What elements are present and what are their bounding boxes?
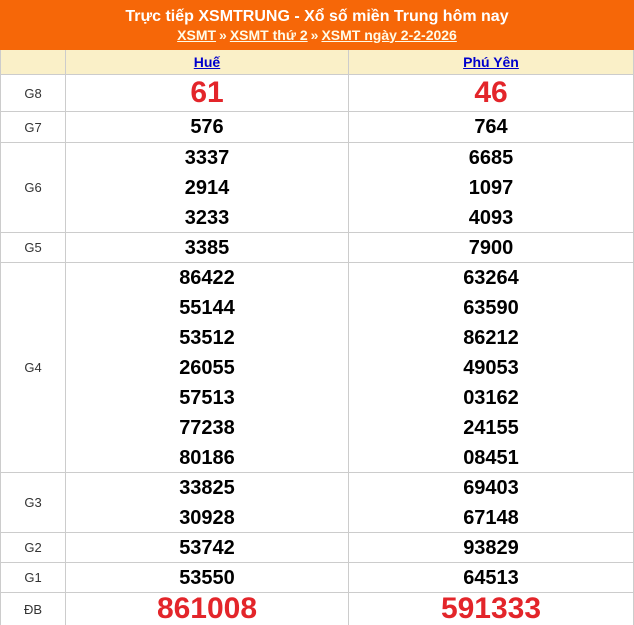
phuyen-column-header-cell — [349, 50, 633, 74]
prize-label: G6 — [1, 143, 66, 232]
result-number: 6685 — [468, 146, 514, 169]
breadcrumb-link-xsmt-ngay[interactable]: XSMT ngày 2-2-2026 — [321, 26, 457, 43]
hue-results-cell — [66, 533, 349, 562]
row-g1 — [1, 562, 633, 592]
lottery-results-table — [0, 50, 634, 625]
hue-results-cell — [66, 473, 349, 532]
phuyen-results-cell — [349, 143, 633, 232]
result-number: 24155 — [463, 416, 519, 439]
result-number: 63590 — [463, 296, 519, 319]
breadcrumb-link-xsmt-thu-2[interactable]: XSMT thứ 2 — [229, 26, 308, 43]
prize-label: G8 — [1, 75, 66, 111]
result-number: 67148 — [463, 506, 519, 529]
row-db — [1, 592, 633, 625]
prize-label: G2 — [1, 533, 66, 562]
breadcrumb-separator: » — [219, 26, 227, 43]
column-link-hue[interactable]: Huế — [193, 54, 221, 70]
result-number: 53742 — [179, 536, 235, 559]
hue-results-cell — [66, 263, 349, 472]
result-number: 53512 — [179, 326, 235, 349]
jackpot-number: 591333 — [440, 592, 542, 625]
hue-results-cell — [66, 233, 349, 262]
row-g6 — [1, 142, 633, 232]
phuyen-results-cell — [349, 112, 633, 142]
prize-label: G7 — [1, 112, 66, 142]
result-number: 64513 — [463, 566, 519, 589]
result-number-highlight: 61 — [190, 76, 224, 109]
result-number: 576 — [190, 116, 224, 138]
result-number: 33825 — [179, 476, 235, 499]
result-number: 3233 — [184, 206, 230, 229]
hue-results-cell — [66, 75, 349, 111]
result-number: 86212 — [463, 326, 519, 349]
result-number: 764 — [474, 116, 508, 138]
hue-results-cell — [66, 143, 349, 232]
phuyen-results-cell — [349, 563, 633, 592]
result-number: 69403 — [463, 476, 519, 499]
breadcrumb-link-xsmt[interactable]: XSMT — [177, 26, 217, 43]
result-number: 26055 — [179, 356, 235, 379]
result-number: 63264 — [463, 266, 519, 289]
row-g2 — [1, 532, 633, 562]
breadcrumb — [0, 27, 634, 43]
prize-label: G4 — [1, 263, 66, 472]
result-number: 4093 — [468, 206, 514, 229]
result-number: 93829 — [463, 536, 519, 559]
phuyen-results-cell — [349, 233, 633, 262]
phuyen-results-cell — [349, 533, 633, 562]
hue-results-cell — [66, 593, 349, 625]
result-number: 30928 — [179, 506, 235, 529]
result-number: 2914 — [184, 176, 230, 199]
row-g7 — [1, 111, 633, 142]
phuyen-results-cell — [349, 593, 633, 625]
row-g8 — [1, 74, 633, 111]
row-g3 — [1, 472, 633, 532]
result-number: 57513 — [179, 386, 235, 409]
column-link-phuyen[interactable]: Phú Yên — [463, 54, 519, 70]
result-number: 80186 — [179, 446, 235, 469]
result-number: 49053 — [463, 356, 519, 379]
phuyen-results-cell — [349, 263, 633, 472]
result-number: 3337 — [184, 146, 230, 169]
row-g4 — [1, 262, 633, 472]
hue-results-cell — [66, 112, 349, 142]
phuyen-results-cell — [349, 473, 633, 532]
table-header-row — [1, 50, 633, 74]
prize-label: ĐB — [1, 593, 66, 625]
result-number: 77238 — [179, 416, 235, 439]
result-number: 1097 — [468, 176, 514, 199]
prize-column-header-cell — [1, 50, 66, 74]
result-number: 03162 — [463, 386, 519, 409]
result-number: 7900 — [468, 236, 514, 259]
prize-label: G1 — [1, 563, 66, 592]
phuyen-results-cell — [349, 75, 633, 111]
row-g5 — [1, 232, 633, 262]
hue-results-cell — [66, 563, 349, 592]
result-number-highlight: 46 — [474, 76, 508, 109]
header-banner — [0, 0, 634, 50]
result-number: 55144 — [179, 296, 235, 319]
result-number: 08451 — [463, 446, 519, 469]
jackpot-number: 861008 — [156, 592, 258, 625]
result-number: 3385 — [184, 236, 230, 259]
result-number: 53550 — [179, 566, 235, 589]
prize-label: G3 — [1, 473, 66, 532]
prize-label: G5 — [1, 233, 66, 262]
breadcrumb-separator: » — [310, 26, 319, 43]
page-title: Trực tiếp XSMTRUNG - Xổ số miền Trung hôm nay — [125, 7, 509, 25]
result-number: 86422 — [179, 266, 235, 289]
hue-column-header-cell — [66, 50, 349, 74]
